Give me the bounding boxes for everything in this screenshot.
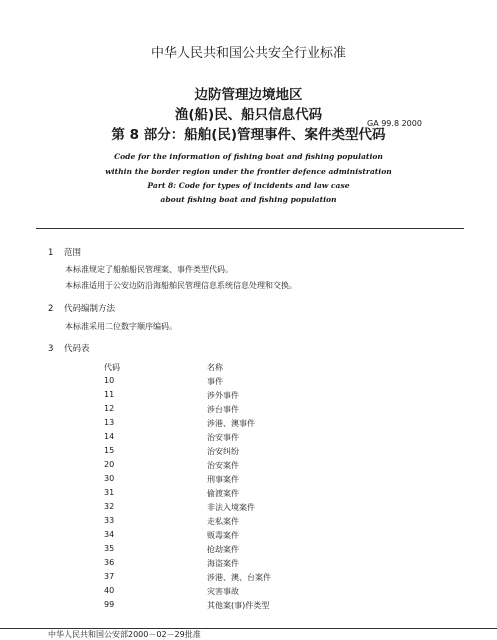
code-cell: 36 [104, 558, 115, 567]
standard-number: GA 99.8 2000 [367, 119, 422, 128]
name-cell: 其他案(事)件类型 [207, 601, 270, 610]
name-cell: 非法入境案件 [207, 503, 255, 512]
code-cell: 10 [104, 376, 115, 385]
code-cell: 34 [104, 530, 115, 539]
table-header-name: 名称 [207, 363, 223, 372]
code-cell: 15 [104, 446, 115, 455]
section-1-paragraph-1: 本标准规定了船舶船民管理案、事件类型代码。 [65, 265, 233, 274]
section-3-number: 3 [48, 344, 54, 354]
name-cell: 贩毒案件 [207, 531, 239, 540]
section-2-heading [48, 302, 115, 314]
english-title-line-2: within the border region under the frontier defence administration [105, 167, 392, 176]
title-line-1: 边防管理边境地区 [194, 87, 303, 103]
section-1-title: 范围 [64, 248, 82, 258]
code-cell: 99 [104, 600, 115, 609]
section-2-number: 2 [48, 304, 54, 314]
name-cell: 治安事件 [207, 433, 239, 442]
standard-category-header: 中华人民共和国公共安全行业标准 [150, 46, 346, 61]
section-1-number: 1 [48, 248, 54, 258]
title-line-2: 渔(船)民、船只信息代码 [174, 107, 323, 123]
section-2-title: 代码编制方法 [64, 304, 116, 314]
code-cell: 32 [104, 502, 115, 511]
code-cell: 37 [104, 572, 115, 581]
code-cell: 33 [104, 516, 115, 525]
code-cell: 35 [104, 544, 115, 553]
name-cell: 涉台事件 [207, 405, 239, 414]
code-cell: 20 [104, 460, 115, 469]
name-cell: 涉港、澳事件 [207, 419, 255, 428]
name-cell: 抢劫案件 [207, 545, 239, 554]
name-cell: 治安案件 [207, 461, 239, 470]
name-cell: 走私案件 [207, 517, 239, 526]
approval-note: 中华人民共和国公安部2000－02－29批准 [48, 630, 201, 639]
code-cell: 40 [104, 586, 115, 595]
name-cell: 事件 [207, 377, 223, 386]
section-2-paragraph-1: 本标准采用二位数字顺序编码。 [65, 322, 177, 331]
table-header-code: 代码 [104, 363, 120, 372]
name-cell: 治安纠纷 [207, 447, 239, 456]
code-cell: 12 [104, 404, 115, 413]
english-title-line-4: about fishing boat and fishing population [160, 195, 337, 204]
header-divider [36, 228, 464, 229]
english-title-line-1: Code for the information of fishing boat and fishing population [114, 152, 383, 161]
title-line-3: 第 8 部分：船舶(民)管理事件、案件类型代码 [111, 127, 386, 143]
section-3-title: 代码表 [64, 344, 90, 354]
name-cell: 涉港、澳、台案件 [207, 573, 271, 582]
code-cell: 11 [104, 390, 115, 399]
code-cell: 30 [104, 474, 115, 483]
section-1-heading [48, 246, 81, 258]
name-cell: 刑事案件 [207, 475, 239, 484]
name-cell: 偷渡案件 [207, 489, 239, 498]
name-cell: 海盗案件 [207, 559, 239, 568]
section-1-paragraph-2: 本标准适用于公安边防沿海船舶民管理信息系统信息处理和交换。 [65, 281, 297, 290]
code-cell: 31 [104, 488, 115, 497]
english-title-line-3: Part 8: Code for types of incidents and law case [147, 181, 350, 190]
section-3-heading [48, 342, 90, 354]
code-cell: 13 [104, 418, 115, 427]
code-cell: 14 [104, 432, 115, 441]
name-cell: 灾害事故 [207, 587, 239, 596]
name-cell: 涉外事件 [207, 391, 239, 400]
